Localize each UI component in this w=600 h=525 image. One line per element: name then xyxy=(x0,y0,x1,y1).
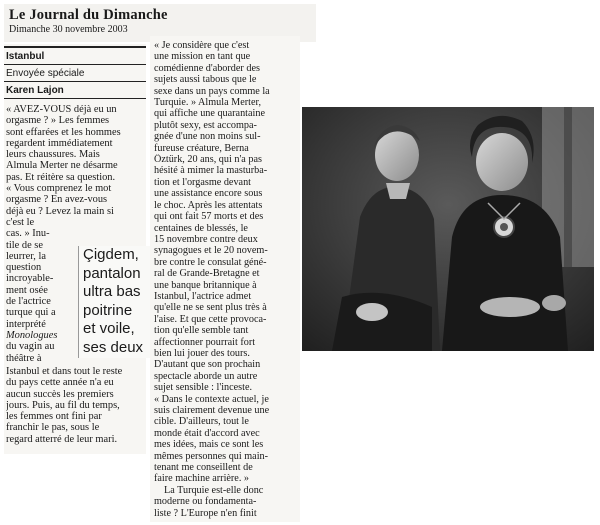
text-line: 15 novembre contre deux xyxy=(154,233,258,245)
text-line: l'aise. Et que cette provoca- xyxy=(154,313,267,325)
text-line: faire machine arrière. » xyxy=(154,473,250,485)
text-line: regard atterré de leur mari. xyxy=(6,433,118,445)
photo-two-women xyxy=(302,107,594,351)
column-1-bottom xyxy=(6,366,144,445)
newspaper-title: Le Journal du Dimanche xyxy=(9,7,168,23)
text-line: « Je considère que c'est xyxy=(154,40,250,51)
rule-1 xyxy=(4,64,146,65)
text-line: comédienne d'aborder des xyxy=(154,62,260,74)
text-line: sujet sensible : l'inceste. xyxy=(154,382,253,394)
text-line: c'est le xyxy=(6,217,35,228)
text-line: du pays cette année n'a eu xyxy=(6,377,114,389)
text-line: qui affiche une quarantaine xyxy=(154,108,265,120)
text-line: aucun succès les premiers xyxy=(6,388,114,400)
inset-line: Çigdem, xyxy=(83,246,139,263)
text-line: centaines de blessés, le xyxy=(154,222,248,234)
text-line: déjà eu ? Levez la main si xyxy=(6,205,114,217)
text-line: spectacle aborde un autre xyxy=(154,370,258,382)
publication-date: Dimanche 30 novembre 2003 xyxy=(9,24,128,35)
column-1-top xyxy=(6,104,144,217)
text-line: liste ? L'Europe n'en finit xyxy=(154,507,257,519)
text-line: incroyable- xyxy=(6,273,54,285)
text-line: de l'actrice xyxy=(6,296,51,308)
rule-under-masthead xyxy=(4,46,146,48)
text-line: une assistance encore sous xyxy=(154,188,263,200)
text-line: « Dans le contexte actuel, je xyxy=(154,393,269,405)
text-line: La Turquie est-elle donc xyxy=(164,484,264,496)
text-line: D'autant que son prochain xyxy=(154,359,261,371)
column-2 xyxy=(154,40,296,519)
text-line: qui ont fait 57 morts et des xyxy=(154,211,264,223)
text-line: synagogues et le 20 novem- xyxy=(154,245,268,257)
text-line: « Vous comprenez le mot xyxy=(6,183,112,195)
text-line: mêmes personnes qui main- xyxy=(154,450,269,462)
inset-line: et voile, xyxy=(83,320,135,337)
inset-line: poitrine xyxy=(83,301,133,319)
inset-line: ses deux xyxy=(83,338,144,356)
rubrique-label: Istanbul xyxy=(6,51,45,62)
text-line: « AVEZ-VOUS déjà eu un xyxy=(6,104,117,115)
text-line: leurrer, la xyxy=(6,250,46,262)
rule-2 xyxy=(4,81,146,82)
role-label: Envoyée spéciale xyxy=(6,68,85,79)
text-line: jours. Puis, au fil du temps, xyxy=(6,399,120,411)
text-line: Istanbul, l'actrice admet xyxy=(154,290,252,302)
text-line: Öztürk, 20 ans, qui n'a pas xyxy=(154,154,262,166)
column-1-narrow xyxy=(6,217,76,364)
text-line: Monologues xyxy=(6,329,58,341)
text-line: mes idées, mais ce sont les xyxy=(154,439,264,451)
text-line: Almula Merter ne désarme xyxy=(6,160,118,172)
text-line: sujets aussi tabous que le xyxy=(154,74,257,86)
text-line: interprété xyxy=(6,318,46,330)
photo-illustration xyxy=(302,107,594,351)
text-line: tenant me conseillent de xyxy=(154,462,253,474)
text-line: les femmes ont fini par xyxy=(6,411,102,423)
text-line: Istanbul et dans tout le reste xyxy=(6,366,123,377)
text-line: hésité à mimer la masturba- xyxy=(154,165,268,177)
rule-3 xyxy=(4,98,146,99)
text-line: franchir le pas, sous le xyxy=(6,422,100,434)
text-line: tion et l'orgasme devant xyxy=(154,176,251,188)
text-line: affectionner pourrait fort xyxy=(154,336,256,348)
text-line: qu'elle ne se sent plus très à xyxy=(154,302,267,314)
text-line: turque qui a xyxy=(6,307,56,319)
pull-quote-inset xyxy=(78,246,151,358)
inset-line xyxy=(83,357,151,358)
text-line: ment osée xyxy=(6,284,48,296)
text-line: monde était d'accord avec xyxy=(154,427,260,439)
inset-line: pantalon xyxy=(83,264,141,282)
text-line: le choc. Après les attentats xyxy=(154,199,263,211)
text-line: sexe dans un pays comme la xyxy=(154,85,270,97)
text-line: cible. D'ailleurs, tout le xyxy=(154,416,249,428)
text-line: Turquie. » Almula Merter, xyxy=(154,97,262,109)
text-line: fureuse créature, Berna xyxy=(154,142,249,154)
text-line: bien lui jouer des tours. xyxy=(154,347,250,359)
text-line: moderne ou fondamenta- xyxy=(154,496,257,508)
text-line: regardent immédiatement xyxy=(6,137,113,149)
text-line: plutôt sexy, est accompa- xyxy=(154,119,257,131)
text-line: question xyxy=(6,262,42,274)
inset-line: ultra bas xyxy=(83,283,141,300)
author-name: Karen Lajon xyxy=(6,85,64,96)
text-line: pas. Et réitère sa question. xyxy=(6,171,116,183)
text-line: du vagin au xyxy=(6,341,55,353)
text-line: une banque britannique à xyxy=(154,279,257,291)
text-line: une mission en tant que xyxy=(154,51,251,63)
text-line: théâtre à xyxy=(6,352,42,364)
text-line: gnée d'une non moins sul- xyxy=(154,131,261,143)
text-line: tion qu'elle semble tant xyxy=(154,325,249,337)
text-line: tile de se xyxy=(6,239,43,251)
text-line: ral de Grande-Bretagne et xyxy=(154,268,260,280)
text-line: cas. » Inu- xyxy=(6,228,50,240)
text-line: bre contre le consulat géné- xyxy=(154,256,267,268)
text-line: orgasme ? En avez-vous xyxy=(6,194,108,206)
text-line: orgasme ? » Les femmes xyxy=(6,115,110,127)
text-line: sont effarées et les hommes xyxy=(6,126,121,138)
text-line: suis clairement devenue une xyxy=(154,405,270,416)
text-line: leurs chaussures. Mais xyxy=(6,149,100,161)
